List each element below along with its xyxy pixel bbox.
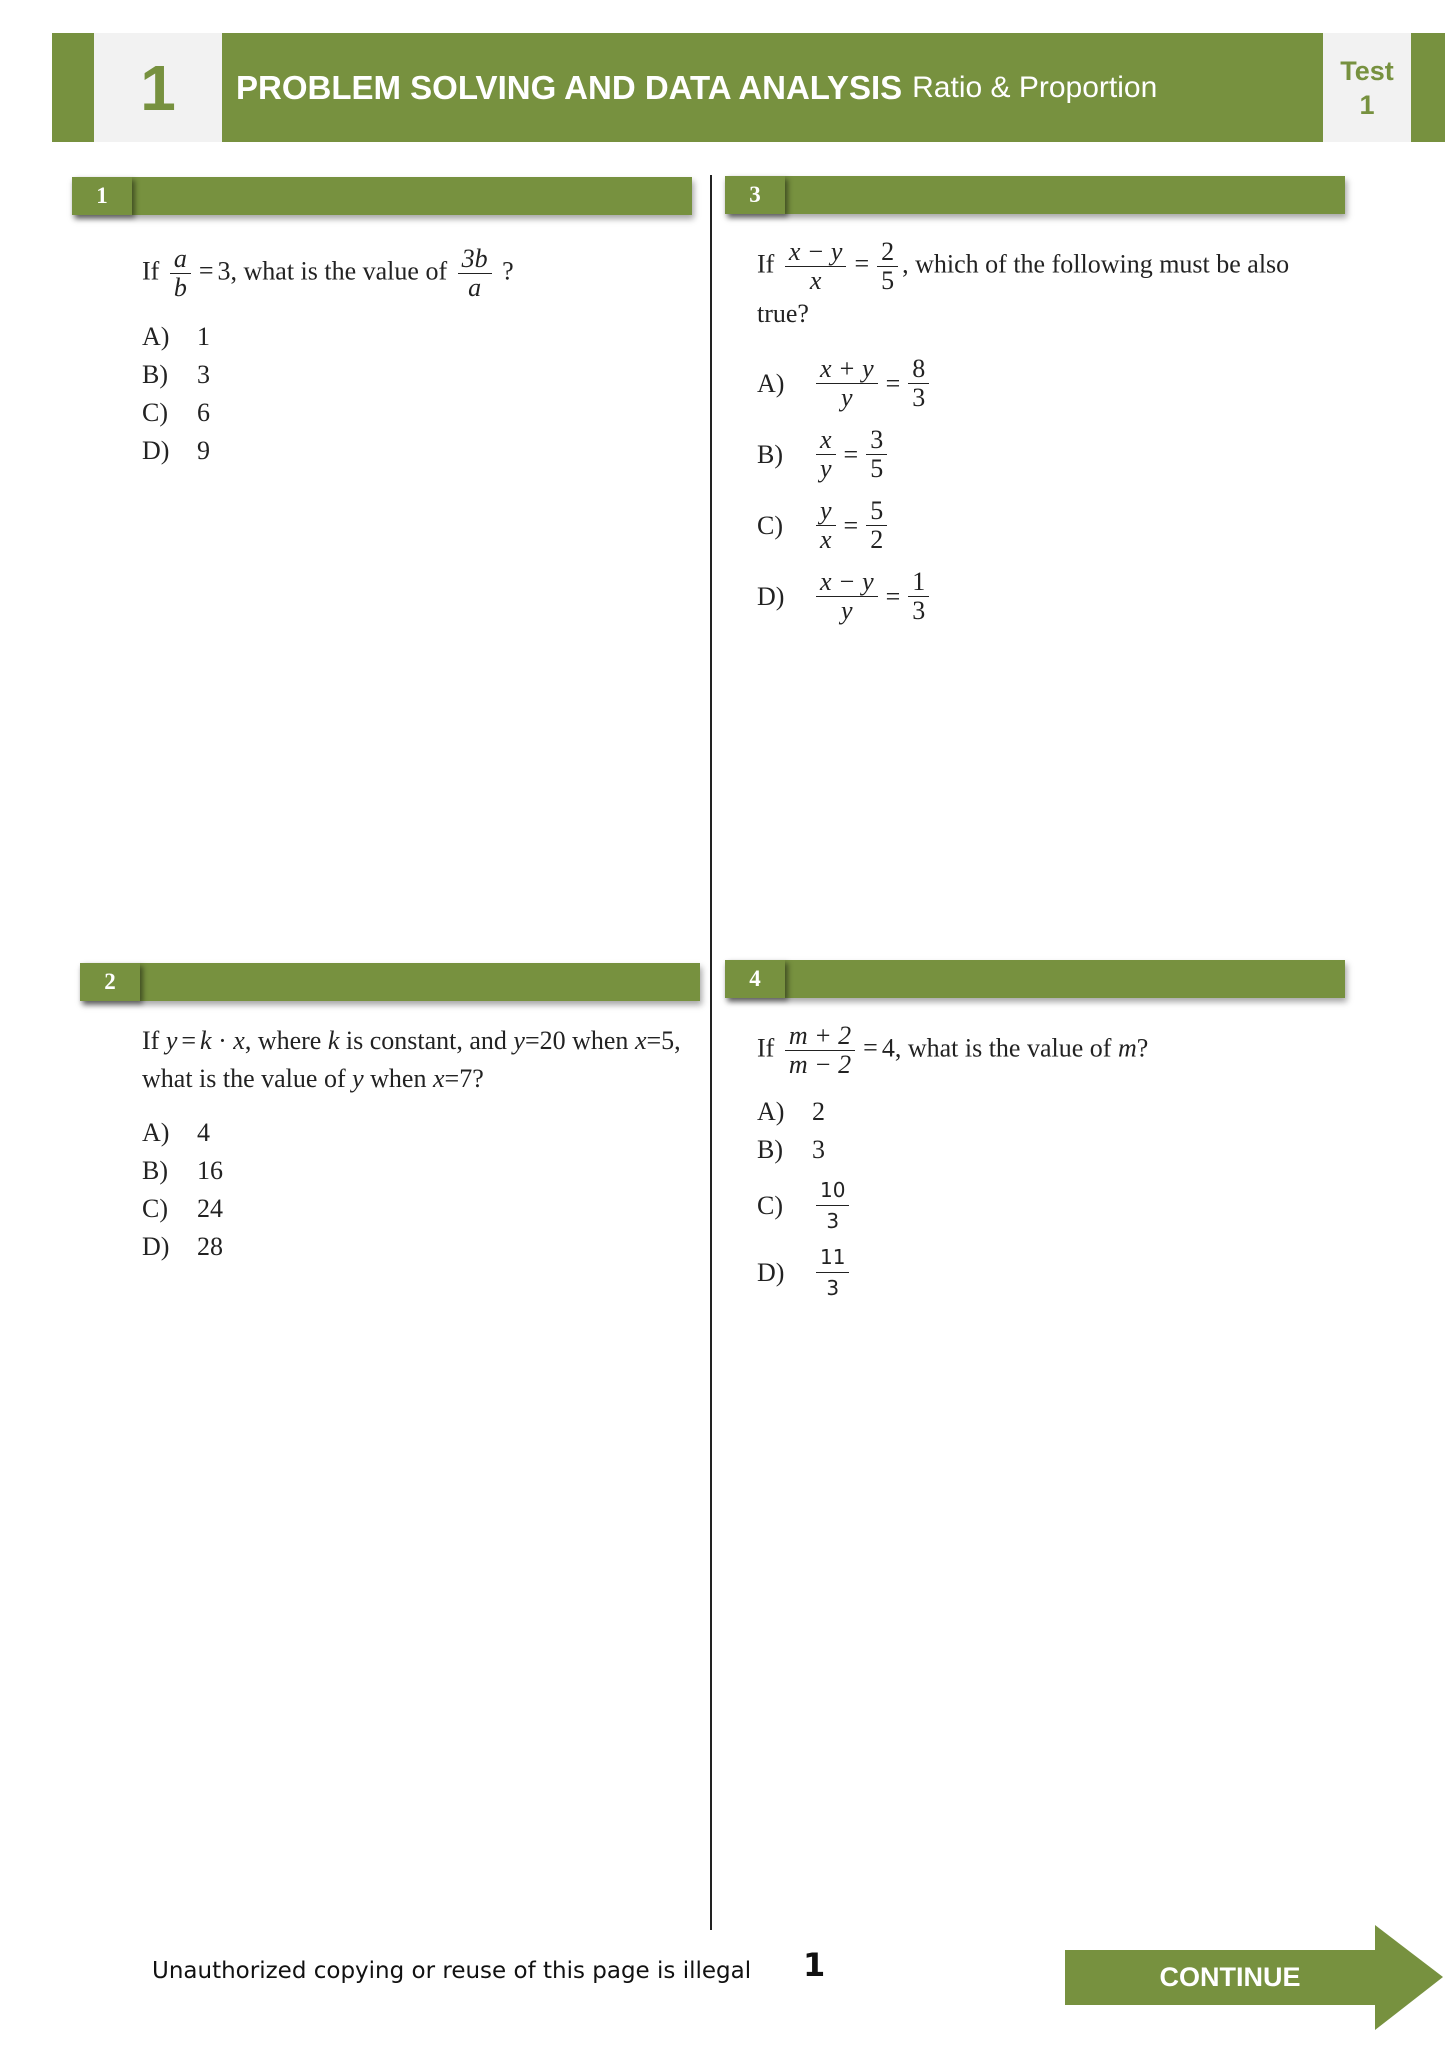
choice-b[interactable]: B) 3 <box>142 360 210 389</box>
choice-d[interactable]: D) $\frac{11}{3}$ <box>757 1242 1297 1303</box>
question-4-number: 4 <box>725 960 785 998</box>
question-3-header-bar <box>725 176 1345 214</box>
question-4-choices <box>757 1093 1297 1303</box>
question-3-stem: If $\frac{x - y}{x}$ = $\frac{2}{5}$ , which of the following must be also true? <box>757 237 1290 328</box>
page-header <box>52 33 1445 142</box>
question-3-body <box>757 238 1297 639</box>
choice-c[interactable]: C) $\frac{10}{3}$ <box>757 1175 1297 1236</box>
continue-label: CONTINUE <box>1159 1962 1301 1992</box>
question-4-body <box>757 1022 1297 1303</box>
choice-d[interactable]: D) 9 <box>142 436 210 465</box>
fraction: $\frac{m + 2}{m - 2}$ <box>785 1022 855 1079</box>
question-3-number: 3 <box>725 176 785 214</box>
section-number: 1 <box>140 51 176 124</box>
question-2-number: 2 <box>80 963 140 1001</box>
page-number: 1 <box>803 1946 826 1984</box>
test-label-box <box>1323 33 1411 142</box>
choice-d[interactable]: D) $\frac{x - y}{y}$ = $\frac{1}{3}$ <box>757 568 1297 625</box>
question-2-stem: If y = k · x, where k is constant, and y=20 when x=5, what is the value of y when x=7? <box>142 1026 681 1093</box>
choice-c[interactable]: C) 24 <box>142 1194 223 1223</box>
question-3-choices <box>757 355 1297 625</box>
question-2-header-bar <box>80 963 700 1001</box>
choice-a[interactable]: A) 2 <box>757 1097 825 1126</box>
section-title: PROBLEM SOLVING AND DATA ANALYSIS <box>236 68 903 106</box>
question-1-header-bar <box>72 177 692 215</box>
fraction: $\frac{x - y}{x}$ <box>785 238 847 295</box>
question-4-stem: If $\frac{m + 2}{m - 2}$ = 4, what is the value of m? <box>757 1021 1149 1079</box>
test-number: 1 <box>1359 89 1375 120</box>
choice-c[interactable]: C) $\frac{y}{x}$ = $\frac{5}{2}$ <box>757 497 1297 554</box>
section-number-box <box>94 33 222 142</box>
choice-b[interactable]: B) 16 <box>142 1156 223 1185</box>
question-1-stem: If $\frac{a}{b}$ = 3, what is the value of $\frac{3b}{a}$ ? <box>142 244 514 302</box>
fraction: $\frac{a}{b}$ <box>170 245 191 302</box>
fraction: $\frac{3b}{a}$ <box>458 245 492 302</box>
choice-a[interactable]: A) 4 <box>142 1118 210 1147</box>
question-2-body <box>142 1022 682 1266</box>
copyright-note: Unauthorized copying or reuse of this page is illegal <box>152 1958 752 1984</box>
column-divider <box>710 175 712 1930</box>
choice-b[interactable]: B) $\frac{x}{y}$ = $\frac{3}{5}$ <box>757 426 1297 483</box>
choice-b[interactable]: B) 3 <box>757 1135 825 1164</box>
test-label: Test <box>1340 55 1394 86</box>
header-right-strip <box>1411 33 1445 142</box>
section-subtitle: Ratio & Proportion <box>912 70 1158 104</box>
choice-d[interactable]: D) 28 <box>142 1232 223 1261</box>
fraction: $\frac{2}{5}$ <box>877 238 898 295</box>
choice-a[interactable]: A) $\frac{x + y}{y}$ = $\frac{8}{3}$ <box>757 355 1297 412</box>
choice-a[interactable]: A) 1 <box>142 322 210 351</box>
question-1-choices <box>142 318 682 470</box>
continue-button[interactable] <box>1065 1925 1443 2030</box>
question-4-header-bar <box>725 960 1345 998</box>
header-left-strip <box>52 33 94 142</box>
question-2-choices <box>142 1114 682 1266</box>
question-1-number: 1 <box>72 177 132 215</box>
header-title-bar <box>222 33 1323 142</box>
question-1-body <box>142 245 682 470</box>
choice-c[interactable]: C) 6 <box>142 398 210 427</box>
